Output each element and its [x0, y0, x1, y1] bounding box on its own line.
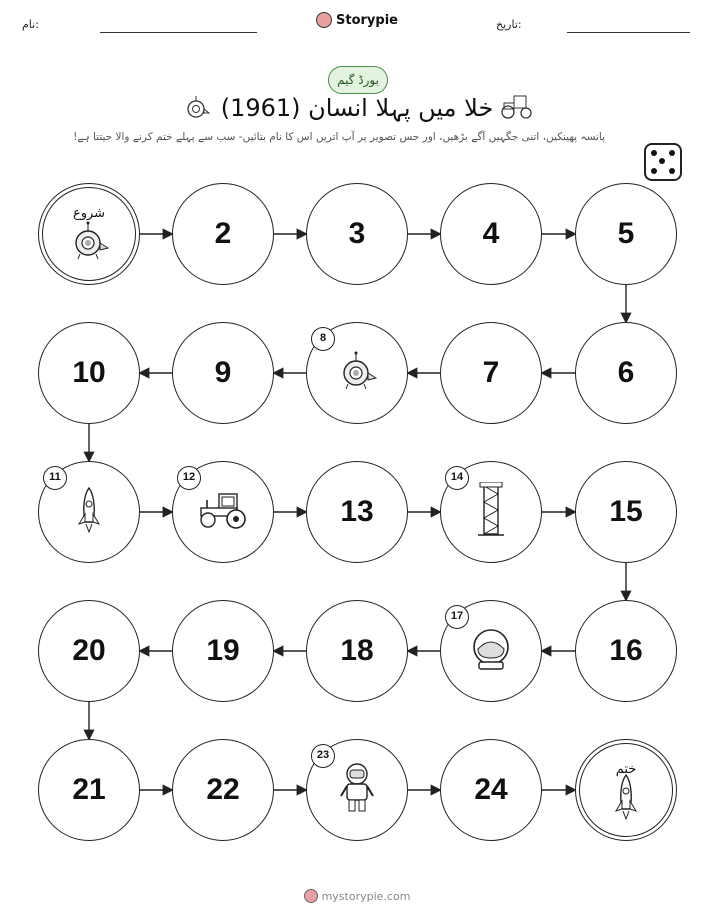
- cell-number: 20: [72, 634, 106, 667]
- board-cell-18: [306, 600, 408, 702]
- board-cell-6: [575, 322, 677, 424]
- footer-url[interactable]: mystorypie.com: [321, 889, 411, 903]
- cell-number-badge: 14: [445, 466, 469, 490]
- rocket-icon: [74, 486, 104, 538]
- launch-tower-icon: [474, 482, 508, 542]
- cell-number: 18: [340, 634, 374, 667]
- name-label: نام:: [22, 18, 39, 31]
- instructions: پانسہ پھینکیں، اتنی جگہیں آگے بڑھیں، اور جس تصویر پر آپ اتریں اس کا نام بتائیں- سب سے پہلے ختم کرنے والا جیتتا ہے!: [73, 131, 605, 143]
- cell-number: 6: [617, 356, 635, 389]
- space-helmet-icon: [467, 625, 515, 677]
- board-cell-17: [440, 600, 542, 702]
- cell-number: 5: [617, 217, 635, 250]
- board-cell-7: [440, 322, 542, 424]
- cell-number: 19: [206, 634, 240, 667]
- cell-number: 21: [72, 773, 106, 806]
- cell-number-badge: 23: [311, 744, 335, 768]
- board-cell-5: [575, 183, 677, 285]
- end-label: ختم: [615, 762, 637, 777]
- cell-number: 3: [348, 217, 366, 250]
- board-cell-8: [306, 322, 408, 424]
- cell-number-badge: 17: [445, 605, 469, 629]
- board-cell-9: [172, 322, 274, 424]
- board-cell-11: [38, 461, 140, 563]
- board-cell-25: [575, 739, 677, 841]
- cell-number: 15: [609, 495, 643, 528]
- board-cell-19: [172, 600, 274, 702]
- cell-number-badge: 12: [177, 466, 201, 490]
- astronaut-icon: [337, 762, 377, 818]
- board-cell-24: [440, 739, 542, 841]
- board-game-badge: بورڈ گیم: [328, 66, 388, 94]
- board-cell-3: [306, 183, 408, 285]
- cell-number: 22: [206, 773, 240, 806]
- board-cell-2: [172, 183, 274, 285]
- cell-number: 4: [482, 217, 500, 250]
- board-cell-12: [172, 461, 274, 563]
- board-cell-22: [172, 739, 274, 841]
- cell-number: 13: [340, 495, 374, 528]
- board-cell-4: [440, 183, 542, 285]
- cell-number-badge: 11: [43, 466, 67, 490]
- brand-name: Storypie: [336, 12, 398, 28]
- board-cell-20: [38, 600, 140, 702]
- page-title: خلا میں پہلا انسان (1961): [220, 94, 494, 122]
- cell-number: 24: [474, 773, 508, 806]
- board-cell-16: [575, 600, 677, 702]
- cell-number: 9: [214, 356, 232, 389]
- cell-number: 7: [482, 356, 500, 389]
- board-cell-14: [440, 461, 542, 563]
- board-cell-10: [38, 322, 140, 424]
- tractor-icon: [195, 490, 251, 534]
- capsule-icon: [336, 350, 378, 396]
- bear-logo-icon: [304, 889, 318, 903]
- start-label: شروع: [72, 206, 106, 221]
- date-label: تاریخ:: [496, 18, 522, 31]
- cell-number: 2: [214, 217, 232, 250]
- board-cell-21: [38, 739, 140, 841]
- board-cell-23: [306, 739, 408, 841]
- cell-number: 16: [609, 634, 643, 667]
- footer: [0, 889, 714, 903]
- cell-number: 10: [72, 356, 106, 389]
- board-cell-15: [575, 461, 677, 563]
- board-cell-1: [38, 183, 140, 285]
- cell-number-badge: 8: [311, 327, 335, 351]
- board-cell-13: [306, 461, 408, 563]
